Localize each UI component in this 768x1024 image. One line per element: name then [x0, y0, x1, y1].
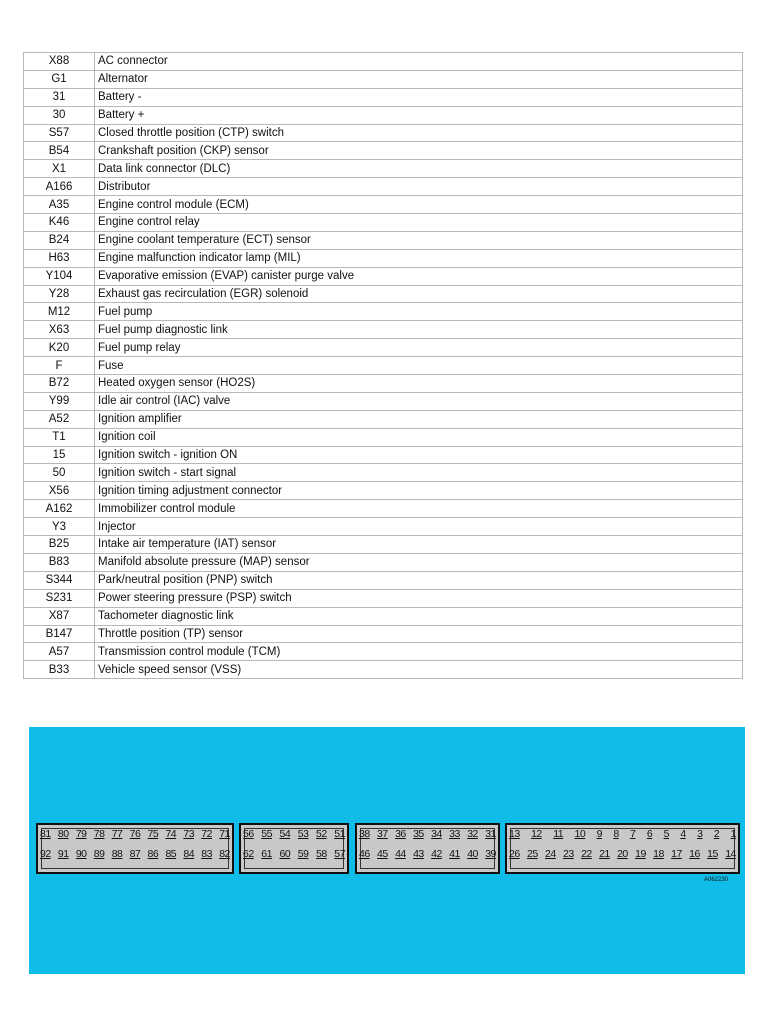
legend-row: [24, 482, 743, 500]
pin-label: 39: [485, 848, 496, 860]
pin-label: 13: [509, 828, 520, 840]
legend-row: [24, 267, 743, 285]
component-description: Closed throttle position (CTP) switch: [95, 124, 743, 142]
pin-label: 45: [377, 848, 388, 860]
component-description: Engine control module (ECM): [95, 196, 743, 214]
pin-label: 74: [165, 828, 177, 840]
component-code: A162: [24, 500, 95, 518]
component-description: Exhaust gas recirculation (EGR) solenoid: [95, 285, 743, 303]
pin-label: 82: [219, 848, 230, 860]
component-code: X88: [24, 53, 95, 71]
component-description: Battery +: [95, 106, 743, 124]
pin-label: 20: [617, 848, 628, 860]
component-description: Park/neutral position (PNP) switch: [95, 571, 743, 589]
pin-label: 60: [279, 848, 291, 860]
legend-row: [24, 589, 743, 607]
component-code: T1: [24, 428, 95, 446]
pin-label: 83: [201, 848, 212, 860]
pin-label: 42: [431, 848, 442, 860]
component-code: 15: [24, 446, 95, 464]
pin-label: 14: [725, 848, 736, 860]
pin-label: 71: [219, 828, 230, 840]
component-code: M12: [24, 303, 95, 321]
pin-label: 3: [697, 828, 703, 840]
pin-label: 1: [730, 828, 736, 840]
component-description: Battery -: [95, 88, 743, 106]
pin-label: 31: [485, 828, 496, 840]
pin-label: 61: [261, 848, 272, 860]
component-description: Manifold absolute pressure (MAP) sensor: [95, 553, 743, 571]
pin-label: 90: [75, 848, 87, 860]
component-description: Alternator: [95, 70, 743, 88]
pin-row-top: [359, 827, 496, 841]
pin-label: 32: [467, 828, 478, 840]
pin-row-bottom: [359, 847, 496, 861]
pin-label: 9: [596, 828, 602, 840]
ecm-connector-panel: [29, 727, 745, 974]
component-code: B24: [24, 231, 95, 249]
component-description: Injector: [95, 518, 743, 536]
legend-row: [24, 196, 743, 214]
component-code: Y3: [24, 518, 95, 536]
pin-label: 33: [449, 828, 460, 840]
legend-row: [24, 231, 743, 249]
component-code: A166: [24, 178, 95, 196]
component-code: S344: [24, 571, 95, 589]
component-code: X63: [24, 321, 95, 339]
component-code: A52: [24, 410, 95, 428]
component-description: Fuel pump diagnostic link: [95, 321, 743, 339]
component-description: Immobilizer control module: [95, 500, 743, 518]
pin-label: 81: [40, 828, 51, 840]
component-description: Ignition switch - ignition ON: [95, 446, 743, 464]
pin-row-bottom: [243, 847, 345, 861]
connector-block-pins-51-62: [239, 823, 349, 874]
pin-label: 38: [359, 828, 370, 840]
pin-label: 87: [129, 848, 141, 860]
legend-row: [24, 500, 743, 518]
component-description: Fuse: [95, 357, 743, 375]
component-code: S57: [24, 124, 95, 142]
pin-label: 54: [279, 828, 291, 840]
component-description: Ignition amplifier: [95, 410, 743, 428]
pin-label: 62: [243, 848, 254, 860]
pin-label: 79: [75, 828, 87, 840]
pin-label: 75: [147, 828, 159, 840]
pin-label: 8: [613, 828, 619, 840]
legend-row: [24, 661, 743, 679]
pin-label: 15: [707, 848, 718, 860]
component-description: Engine control relay: [95, 214, 743, 232]
pin-label: 76: [129, 828, 141, 840]
pin-label: 41: [449, 848, 460, 860]
pin-label: 59: [297, 848, 309, 860]
legend-row: [24, 536, 743, 554]
component-code: Y104: [24, 267, 95, 285]
pin-label: 77: [111, 828, 123, 840]
component-code: Y99: [24, 392, 95, 410]
pin-label: 86: [147, 848, 159, 860]
pin-label: 92: [40, 848, 51, 860]
pin-label: 88: [111, 848, 123, 860]
pin-label: 53: [297, 828, 309, 840]
pin-label: 17: [671, 848, 682, 860]
component-description: Idle air control (IAC) valve: [95, 392, 743, 410]
pin-label: 73: [183, 828, 195, 840]
pin-label: 7: [630, 828, 636, 840]
component-description: Crankshaft position (CKP) sensor: [95, 142, 743, 160]
component-description: Tachometer diagnostic link: [95, 607, 743, 625]
pin-row-bottom: [40, 847, 230, 861]
pin-label: 55: [261, 828, 272, 840]
pin-label: 46: [359, 848, 370, 860]
component-code: 30: [24, 106, 95, 124]
component-description: Ignition switch - start signal: [95, 464, 743, 482]
pin-label: 37: [377, 828, 388, 840]
pin-label: 22: [581, 848, 592, 860]
legend-row: [24, 375, 743, 393]
pin-label: 89: [93, 848, 105, 860]
pin-row-top: [40, 827, 230, 841]
component-code: F: [24, 357, 95, 375]
pin-label: 51: [334, 828, 345, 840]
pin-label: 11: [553, 828, 564, 840]
legend-row: [24, 249, 743, 267]
component-description: Throttle position (TP) sensor: [95, 625, 743, 643]
figure-reference: A062230: [704, 877, 729, 883]
pin-label: 52: [316, 828, 327, 840]
component-code: H63: [24, 249, 95, 267]
legend-row: [24, 410, 743, 428]
component-description: Fuel pump relay: [95, 339, 743, 357]
pin-label: 16: [689, 848, 700, 860]
pin-label: 36: [395, 828, 406, 840]
legend-row: [24, 124, 743, 142]
pin-label: 57: [334, 848, 345, 860]
legend-row: [24, 464, 743, 482]
connector-block-pins-71-92: [36, 823, 234, 874]
pin-label: 26: [509, 848, 520, 860]
component-code: X56: [24, 482, 95, 500]
pin-label: 40: [467, 848, 478, 860]
component-description: Evaporative emission (EVAP) canister purge valve: [95, 267, 743, 285]
component-code: K46: [24, 214, 95, 232]
pin-label: 4: [680, 828, 686, 840]
legend-row: [24, 88, 743, 106]
component-code: X1: [24, 160, 95, 178]
component-description: Distributor: [95, 178, 743, 196]
pin-label: 19: [635, 848, 646, 860]
component-code: A57: [24, 643, 95, 661]
pin-label: 5: [663, 828, 669, 840]
pin-label: 18: [653, 848, 664, 860]
pin-label: 21: [599, 848, 610, 860]
component-description: Fuel pump: [95, 303, 743, 321]
pin-row-top: [509, 827, 736, 841]
connector-block-pins-31-46: [355, 823, 500, 874]
pin-label: 84: [183, 848, 195, 860]
component-code: K20: [24, 339, 95, 357]
component-code: B33: [24, 661, 95, 679]
component-code: B25: [24, 536, 95, 554]
pin-label: 23: [563, 848, 574, 860]
component-code: 31: [24, 88, 95, 106]
component-description: Power steering pressure (PSP) switch: [95, 589, 743, 607]
legend-row: [24, 53, 743, 71]
component-code: B72: [24, 375, 95, 393]
pin-label: 24: [545, 848, 556, 860]
legend-row: [24, 70, 743, 88]
legend-row: [24, 285, 743, 303]
component-code: B54: [24, 142, 95, 160]
pin-label: 56: [243, 828, 254, 840]
legend-row: [24, 142, 743, 160]
component-description: Transmission control module (TCM): [95, 643, 743, 661]
pin-label: 10: [574, 828, 586, 840]
pin-label: 2: [713, 828, 720, 840]
component-description: Data link connector (DLC): [95, 160, 743, 178]
legend-row: [24, 625, 743, 643]
legend-row: [24, 321, 743, 339]
component-description: Ignition timing adjustment connector: [95, 482, 743, 500]
legend-row: [24, 357, 743, 375]
pin-label: 34: [431, 828, 442, 840]
legend-row: [24, 106, 743, 124]
legend-row: [24, 518, 743, 536]
legend-row: [24, 392, 743, 410]
legend-row: [24, 214, 743, 232]
pin-label: 85: [165, 848, 177, 860]
pin-label: 43: [413, 848, 424, 860]
component-code: A35: [24, 196, 95, 214]
component-code: G1: [24, 70, 95, 88]
component-description: AC connector: [95, 53, 743, 71]
legend-row: [24, 160, 743, 178]
pin-label: 91: [57, 848, 69, 860]
component-description: Heated oxygen sensor (HO2S): [95, 375, 743, 393]
component-code: Y28: [24, 285, 95, 303]
component-code: S231: [24, 589, 95, 607]
component-code: 50: [24, 464, 95, 482]
legend-row: [24, 303, 743, 321]
pin-label: 35: [413, 828, 424, 840]
component-code: X87: [24, 607, 95, 625]
pin-row-bottom: [509, 847, 736, 861]
legend-row: [24, 446, 743, 464]
component-code: B147: [24, 625, 95, 643]
component-description: Vehicle speed sensor (VSS): [95, 661, 743, 679]
legend-row: [24, 339, 743, 357]
pin-label: 12: [531, 828, 542, 840]
pin-label: 80: [57, 828, 69, 840]
component-code: B83: [24, 553, 95, 571]
legend-row: [24, 607, 743, 625]
legend-row: [24, 643, 743, 661]
component-legend-table: [23, 52, 743, 679]
legend-row: [24, 553, 743, 571]
legend-row: [24, 428, 743, 446]
pin-label: 25: [527, 848, 538, 860]
pin-label: 72: [201, 828, 212, 840]
connector-block-pins-1-26: [505, 823, 740, 874]
pin-label: 58: [316, 848, 327, 860]
legend-row: [24, 178, 743, 196]
pin-label: 78: [93, 828, 105, 840]
component-description: Engine malfunction indicator lamp (MIL): [95, 249, 743, 267]
component-description: Ignition coil: [95, 428, 743, 446]
pin-label: 6: [646, 828, 653, 840]
component-description: Intake air temperature (IAT) sensor: [95, 536, 743, 554]
pin-row-top: [243, 827, 345, 841]
pin-label: 44: [395, 848, 406, 860]
component-description: Engine coolant temperature (ECT) sensor: [95, 231, 743, 249]
legend-row: [24, 571, 743, 589]
